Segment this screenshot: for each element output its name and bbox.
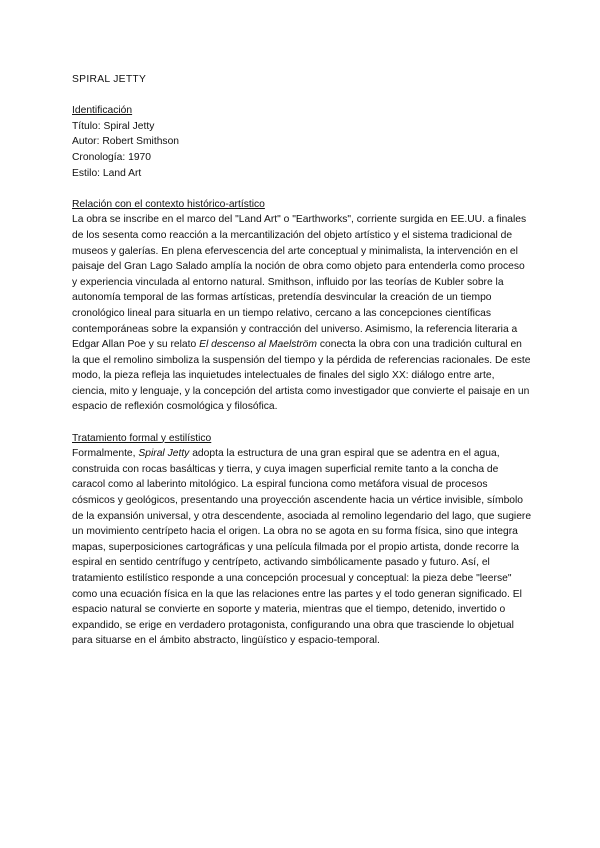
treatment-italic-title: Spiral Jetty [138, 448, 190, 460]
context-text-b: conecta la obra con una tradición cultural en la que el remolino simboliza la suspensión del tiempo y la pérdida de referencias racionales. De este modo, la pieza refleja las inquietudes intelectuales de finales del siglo XX: diálogo entre arte, ciencia, mito y lenguaje, y la concepción del artista como investigador que convierte el paisaje en un espacio de reflexión cosmológica y filosófica. [72, 339, 531, 413]
treatment-text-a: Formalmente, [72, 448, 139, 460]
context-paragraph [72, 212, 532, 415]
field-chronology: Cronología: 1970 [72, 151, 152, 163]
identification-section [72, 103, 532, 181]
field-style: Estilo: Land Art [72, 167, 142, 179]
field-author: Autor: Robert Smithson [72, 136, 180, 148]
field-title: Título: Spiral Jetty [72, 120, 155, 132]
document-title: SPIRAL JETTY [72, 74, 147, 85]
treatment-text-b: adopta la estructura de una gran espiral que se adentra en el agua, construida con rocas basálticas y tierra, y cuya imagen superficial remite tanto a la concha de caracol como al laberinto mitológico. La espiral funciona como metáfora visual de procesos cósmicos y geológicos, presentando una proyección ascendente hacia un vértice invisible, símbolo de la expansión universal, y otra descendente, asociada al remolino legendario del lago, que sugiere un movimiento centrípeto hacia el origen. La obra no se agota en su forma física, sino que integra mapas, superposiciones cartográficas y una película filmada por el propio artista, donde recorre la espiral en sentido centrífugo y centrípeto, activando simbólicamente pasado y futuro. Así, el tratamiento estilístico responde a una concepción procesual y conceptual: la pieza debe "leerse" como una ecuación física en la que las relaciones entre las partes y el todo generan significado. El espacio natural se convierte en soporte y materia, mientras que el tiempo, detenido, invertido o expandido, se erige en verdadero protagonista, configurando una obra que trasciende lo objetual para situarse en el ámbito abstracto, lingüístico y espacio-temporal. [72, 448, 532, 647]
context-text-a: La obra se inscribe en el marco del "Land Art" o "Earthworks", corriente surgida en EE.UU. a finales de los sesenta como reacción a la mercantilización del objeto artístico y el sistema tradicional de museos y galerías. En plena efervescencia del arte conceptual y minimalista, la intervención en el paisaje del Gran Lago Salado amplía la noción de obra como objeto para entenderla como proceso y experiencia vinculada al entorno natural. Smithson, influido por las teorías de Kubler sobre la autonomía temporal de las formas artísticas, pretendía desvincular la creación de un tiempo cronológico lineal para situarla en un tiempo relativo, cercano a las concepciones científicas contemporáneas sobre la expansión y contracción del universo. Asimismo, la referencia literaria a Edgar Allan Poe y su relato [72, 214, 527, 351]
identification-heading: Identificación [72, 105, 133, 117]
context-heading: Relación con el contexto histórico-artístico [72, 198, 265, 210]
treatment-heading: Tratamiento formal y estilístico [72, 432, 212, 444]
context-italic-title: El descenso al Maelström [199, 339, 317, 351]
treatment-paragraph [72, 446, 532, 649]
document-page [72, 72, 532, 665]
context-section [72, 197, 532, 415]
treatment-section [72, 431, 532, 649]
